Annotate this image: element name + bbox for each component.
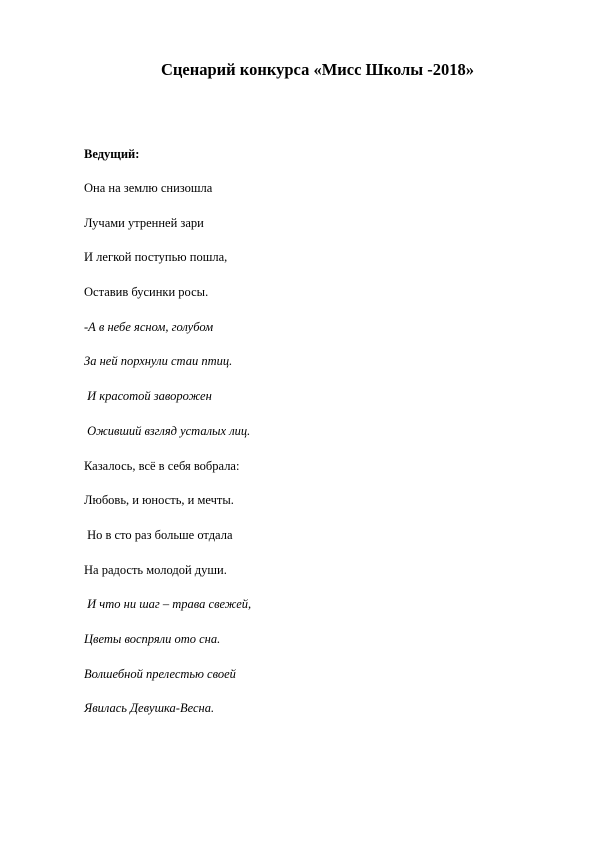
document-title: Сценарий конкурса «Мисс Школы -2018» bbox=[160, 60, 475, 79]
poem-line: За ней порхнули стаи птиц. bbox=[84, 354, 233, 369]
poem-line: Казалось, всё в себя вобрала: bbox=[84, 458, 240, 473]
poem-line: Явилась Девушка-Весна. bbox=[84, 701, 215, 716]
poem-line: Цветы воспряли ото сна. bbox=[84, 631, 221, 646]
speaker-label: Ведущий: bbox=[84, 147, 140, 161]
poem-line: И красотой заворожен bbox=[84, 389, 212, 404]
poem-line: Волшебной прелестью своей bbox=[84, 666, 236, 681]
poem-line: Оживший взгляд усталых лиц. bbox=[84, 423, 251, 438]
poem-line: Но в сто раз больше отдала bbox=[84, 527, 233, 542]
poem-line: И легкой поступью пошла, bbox=[84, 250, 228, 265]
poem-line: -А в небе ясном, голубом bbox=[84, 319, 214, 334]
poem-line: На радость молодой души. bbox=[84, 562, 227, 577]
poem-line: И что ни шаг – трава свежей, bbox=[84, 597, 252, 612]
poem-line: Оставив бусинки росы. bbox=[84, 285, 209, 300]
poem-line: Лучами утренней зари bbox=[84, 215, 204, 230]
poem-lines bbox=[84, 181, 564, 736]
poem-line: Она на землю снизошла bbox=[84, 181, 213, 195]
poem-line: Любовь, и юность, и мечты. bbox=[84, 493, 234, 508]
